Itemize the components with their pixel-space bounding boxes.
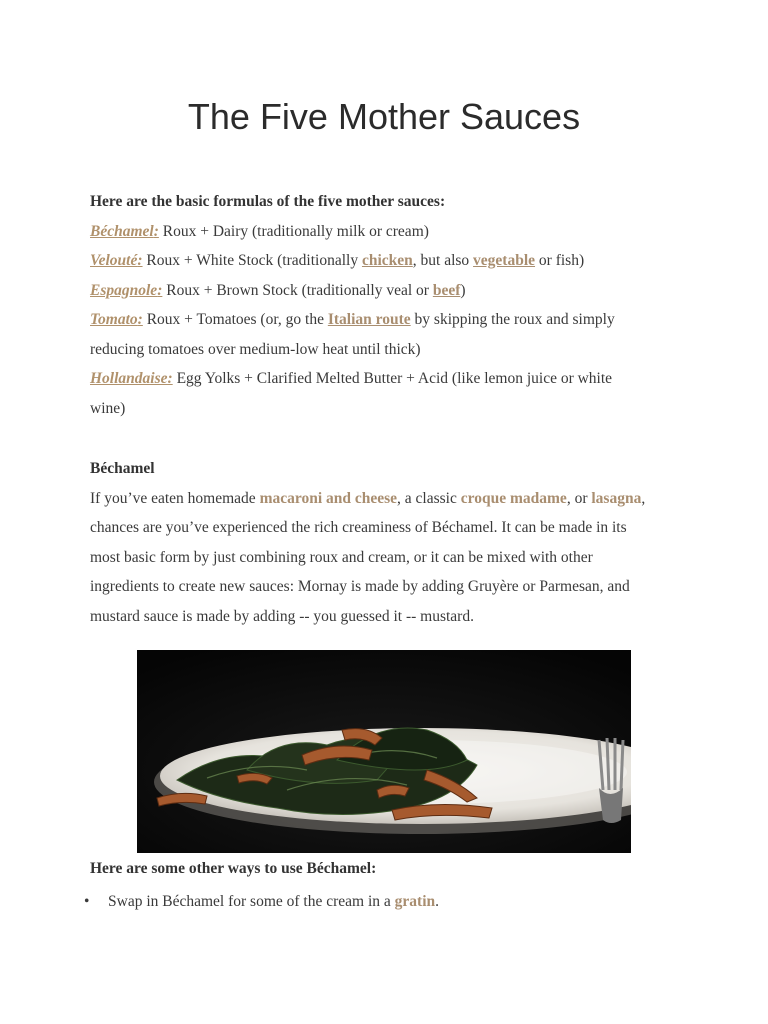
- sauce-desc: or fish): [535, 252, 585, 269]
- sauce-line-espagnole: [90, 276, 690, 306]
- sauce-desc: ): [460, 281, 466, 299]
- sauce-desc: Roux + Brown Stock (traditionally veal or: [162, 281, 433, 299]
- sauce-line-hollandaise: [90, 364, 690, 394]
- link-chicken[interactable]: chicken: [361, 252, 413, 269]
- sauce-name-tomato[interactable]: Tomato:: [90, 311, 143, 328]
- link-gratin[interactable]: gratin: [394, 893, 436, 910]
- food-photo: [137, 650, 631, 853]
- sauce-name-bechamel[interactable]: Béchamel:: [90, 222, 159, 240]
- bullet-text: Swap in Béchamel for some of the cream in a: [108, 893, 395, 910]
- sauce-desc: , but also: [412, 252, 474, 269]
- sauce-desc: Egg Yolks + Clarified Melted Butter + Acid (like lemon juice or white: [172, 370, 613, 387]
- link-croque-madame[interactable]: croque madame: [460, 489, 567, 507]
- sauce-line-tomato: [90, 305, 690, 335]
- section-heading-bechamel: Béchamel: [90, 460, 155, 477]
- sauce-line-veloute: [90, 246, 690, 276]
- bechamel-paragraph-line2: chances are you’ve experienced the rich creaminess of Béchamel. It can be made in its: [90, 519, 627, 536]
- bullet-end: .: [435, 893, 439, 910]
- bechamel-paragraph-line1: If you’ve eaten homemade macaroni and cheese, a classic croque madame, or lasagna,: [90, 489, 646, 507]
- sauce-line-bechamel: [90, 217, 690, 247]
- intro-text: Here are the basic formulas of the five mother sauces:: [90, 193, 446, 210]
- sauce-desc: Roux + White Stock (traditionally: [142, 252, 362, 269]
- bechamel-paragraph-line5: mustard sauce is made by adding -- you guessed it -- mustard.: [90, 607, 474, 625]
- bechamel-paragraph-line4: ingredients to create new sauces: Mornay is made by adding Gruyère or Parmesan, and: [90, 578, 630, 595]
- sauce-desc: Roux + Dairy (traditionally milk or cream): [158, 222, 429, 240]
- sauce-name-hollandaise[interactable]: Hollandaise:: [90, 370, 173, 387]
- link-italian-route[interactable]: Italian route: [327, 311, 411, 328]
- plate-illustration: [137, 650, 631, 853]
- main-content: [90, 187, 690, 631]
- sauce-desc: Roux + Tomatoes (or, go the: [142, 311, 328, 328]
- link-macaroni-and-cheese[interactable]: macaroni and cheese: [259, 489, 398, 507]
- link-beef[interactable]: beef: [432, 281, 461, 299]
- link-lasagna[interactable]: lasagna: [591, 489, 642, 507]
- list-item: [84, 889, 439, 915]
- link-vegetable[interactable]: vegetable: [473, 252, 536, 269]
- sauce-desc: by skipping the roux and simply: [410, 311, 615, 328]
- bechamel-paragraph-line3: most basic form by just combining roux and cream, or it can be mixed with other: [90, 548, 593, 566]
- sauce-line-hollandaise-cont: wine): [90, 399, 126, 417]
- sauce-name-espagnole[interactable]: Espagnole:: [90, 281, 163, 299]
- bullet-icon: •: [84, 893, 90, 910]
- sauce-name-veloute[interactable]: Velouté:: [90, 252, 143, 269]
- page-title: The Five Mother Sauces: [187, 96, 581, 137]
- sauce-line-tomato-cont: reducing tomatoes over medium-low heat until thick): [90, 340, 421, 358]
- other-uses-heading: Here are some other ways to use Béchamel:: [90, 860, 377, 877]
